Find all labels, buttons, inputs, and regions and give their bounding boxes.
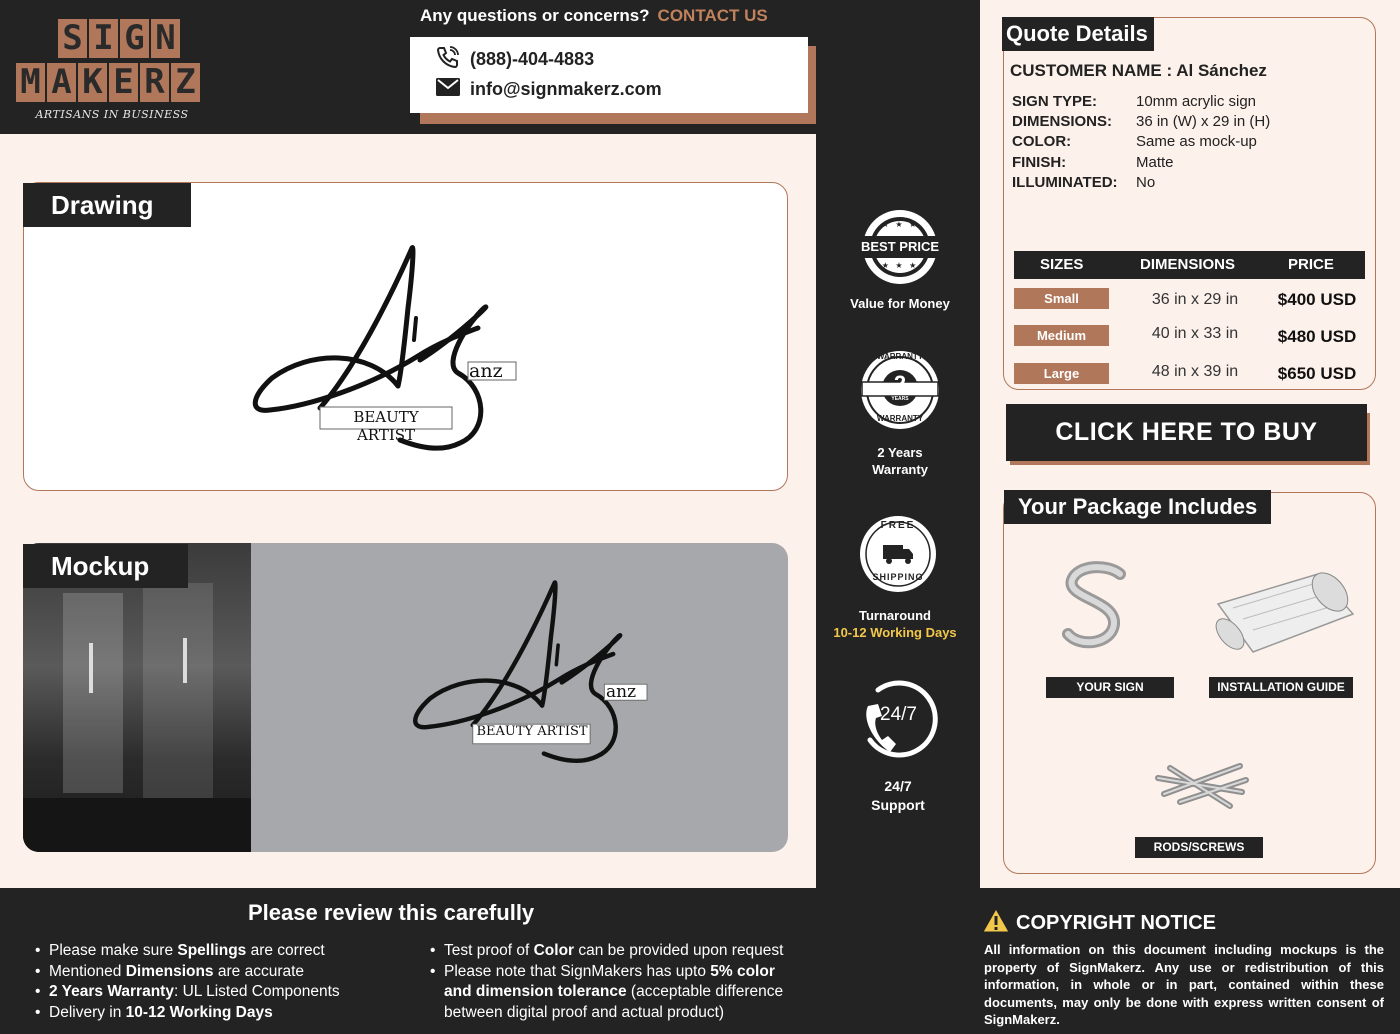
mockup-logo-subtext: BEAUTY ARTIST: [476, 724, 588, 739]
review-bold: Dimensions: [125, 962, 214, 980]
spec-key: COLOR:: [1012, 133, 1072, 150]
logo-letter: G: [120, 19, 149, 58]
copyright-text: All information on this document including mockups is the property of SignMakerz. Any use or redistribution of this information, in whole or in part, contained within these documents, may only be done with express written consent of SignMakerz.: [984, 942, 1384, 1028]
blueprint-icon: [1208, 564, 1358, 659]
mockup-tag: Mockup: [23, 544, 188, 588]
signature-logo-mockup: [410, 574, 660, 774]
logo-letter: K: [78, 63, 107, 102]
logo-letter: A: [47, 63, 76, 102]
drawing-logo-text: anz: [469, 360, 503, 382]
phone-row[interactable]: [436, 46, 594, 73]
badge-label-turnaround: [813, 607, 977, 641]
header-dimensions: DIMENSIONS: [1140, 256, 1236, 273]
email-row[interactable]: [436, 78, 662, 101]
spec-row: [1012, 93, 1256, 110]
review-text: Delivery in: [49, 1003, 126, 1021]
door-handle: [89, 643, 93, 693]
copyright-title-row: [982, 908, 1216, 939]
contact-box: [410, 37, 808, 113]
spec-key: DIMENSIONS:: [1012, 113, 1113, 130]
row-price: $400 USD: [1277, 290, 1357, 309]
row-dimensions: 40 in x 33 in: [1151, 325, 1239, 342]
logo-letter: E: [109, 63, 138, 102]
logo-letter: R: [140, 63, 169, 102]
warranty-badge-icon: [858, 350, 942, 430]
review-item: [430, 941, 820, 962]
glass-door: [63, 593, 123, 793]
review-text: are correct: [246, 942, 325, 959]
review-bold: 5% color: [710, 962, 775, 980]
review-bold: 10-12 Working Days: [125, 1003, 273, 1021]
review-text: (acceptable difference: [626, 983, 784, 1000]
contact-us-link[interactable]: CONTACT US: [657, 6, 768, 25]
row-dimensions: 36 in x 29 in: [1151, 291, 1239, 308]
quote-details-title: Quote Details: [1002, 17, 1154, 51]
review-text: Test proof of: [444, 942, 534, 959]
review-item: [35, 962, 415, 983]
turnaround-label-line2: 10-12 Working Days: [833, 625, 957, 640]
email-address: info@signmakerz.com: [470, 79, 662, 99]
review-bold: Spellings: [177, 942, 247, 959]
badge-stars-top: ★ ★ ★: [881, 220, 919, 229]
free-shipping-icon: [859, 515, 937, 593]
customer-name-label: CUSTOMER NAME :: [1010, 61, 1173, 80]
row-price: $480 USD: [1277, 327, 1357, 346]
drawing-tag: Drawing: [23, 183, 191, 227]
badge-stars-bottom: ★ ★ ★: [881, 261, 919, 270]
review-text: Please make sure: [49, 942, 178, 959]
logo-tagline: ARTISANS IN BUSINESS: [35, 108, 189, 121]
logo-letter: N: [151, 19, 180, 58]
mockup-photo: [23, 543, 251, 852]
size-option-large[interactable]: Large: [1014, 363, 1109, 384]
shipping-top-text: FREE: [880, 520, 916, 531]
shipping-bottom-text: SHIPPING: [872, 572, 924, 582]
floor: [23, 798, 251, 852]
review-item: [430, 962, 820, 1024]
review-bold: 2 Years Warranty: [49, 983, 174, 1000]
spec-value: 36 in (W) x 29 in (H): [1136, 113, 1271, 130]
logo-letter: S: [58, 19, 87, 58]
customer-name-row: [1010, 61, 1267, 81]
size-option-small[interactable]: Small: [1014, 288, 1109, 309]
support-label-line2: Support: [871, 797, 925, 813]
mail-icon: [436, 78, 460, 101]
spec-row: [1012, 133, 1257, 150]
badge-label-warranty: [818, 444, 982, 478]
warranty-bottom-text: WARRANTY: [876, 414, 924, 423]
support-icon-text: 24/7: [880, 704, 917, 725]
best-price-badge-icon: [852, 208, 948, 286]
price-table-header: [1014, 251, 1365, 279]
package-title: Your Package Includes: [1004, 490, 1271, 524]
phone-number: (888)-404-4883: [470, 49, 595, 69]
review-bold: and dimension tolerance: [444, 983, 627, 1000]
spec-key: SIGN TYPE:: [1012, 93, 1098, 110]
spec-value: No: [1136, 174, 1156, 191]
warranty-years: YEARS: [891, 396, 909, 402]
logo-row-top: [58, 19, 180, 58]
review-text: : UL Listed Components: [173, 983, 340, 1000]
question-text: Any questions or concerns?: [420, 6, 650, 25]
phone-icon: [436, 46, 460, 73]
badge-label-value: Value for Money: [850, 296, 950, 311]
turnaround-label-line1: Turnaround: [859, 608, 931, 623]
sign-letter-icon: [1058, 560, 1138, 655]
spec-value: 10mm acrylic sign: [1136, 93, 1257, 110]
header-price: PRICE: [1288, 256, 1334, 273]
review-item: [35, 941, 415, 962]
package-item-label: YOUR SIGN: [1046, 677, 1174, 698]
badge-best-price-text: BEST PRICE: [860, 239, 939, 254]
warranty-top-text: WARRANTY: [876, 352, 924, 361]
review-text: Mentioned: [49, 962, 126, 980]
logo-letter: I: [89, 19, 118, 58]
package-item-label: INSTALLATION GUIDE: [1209, 677, 1353, 698]
drawing-logo-subtext: BEAUTY ARTIST: [353, 408, 419, 444]
logo-letter: M: [16, 63, 45, 102]
review-list-right: [430, 941, 820, 1023]
review-text: Please note that SignMakers has upto: [444, 962, 711, 980]
package-item-label: RODS/SCREWS: [1135, 837, 1263, 858]
logo-row-bottom: [16, 63, 200, 102]
row-price: $650 USD: [1277, 364, 1357, 383]
review-bold: Color: [533, 942, 575, 959]
rods-screws-icon: [1150, 752, 1250, 812]
spec-key: ILLUMINATED:: [1012, 174, 1118, 191]
review-title: Please review this carefully: [248, 900, 535, 925]
warning-icon: [982, 908, 1010, 939]
spec-row: [1012, 154, 1174, 171]
logo-letter: Z: [171, 63, 200, 102]
spec-value: Matte: [1136, 154, 1174, 171]
review-text: are accurate: [213, 962, 305, 980]
mockup-frame: [23, 543, 788, 852]
support-label-line1: 24/7: [884, 778, 912, 794]
spec-key: FINISH:: [1012, 154, 1067, 171]
row-dimensions: 48 in x 39 in: [1151, 363, 1239, 380]
badge-label-support: [816, 777, 980, 815]
spec-row: [1012, 174, 1155, 191]
mockup-logo-artwork: [410, 574, 660, 774]
warranty-label-line1: 2 Years: [877, 445, 923, 460]
review-text: between digital proof and actual product): [444, 1003, 725, 1021]
review-text: can be provided upon request: [574, 942, 784, 959]
spec-value: Same as mock-up: [1136, 133, 1257, 150]
buy-button[interactable]: CLICK HERE TO BUY: [1006, 404, 1367, 461]
signmakerz-logo[interactable]: [0, 0, 220, 134]
spec-row: [1012, 113, 1270, 130]
warranty-label-line2: Warranty: [872, 462, 928, 477]
contact-question: [420, 6, 768, 26]
review-item: [35, 1003, 415, 1024]
review-item: [35, 982, 415, 1003]
copyright-title: COPYRIGHT NOTICE: [1016, 912, 1217, 934]
review-list-left: [35, 941, 415, 1023]
drawing-logo-artwork: [250, 238, 530, 463]
glass-door: [143, 583, 213, 798]
support-phone-icon: [858, 678, 942, 762]
mockup-logo-text: anz: [606, 682, 637, 702]
header-sizes: SIZES: [1040, 256, 1084, 273]
size-option-medium[interactable]: Medium: [1014, 325, 1109, 346]
door-handle: [183, 638, 187, 683]
warranty-number: 2: [893, 371, 907, 396]
customer-name-value: Al Sánchez: [1176, 61, 1267, 80]
